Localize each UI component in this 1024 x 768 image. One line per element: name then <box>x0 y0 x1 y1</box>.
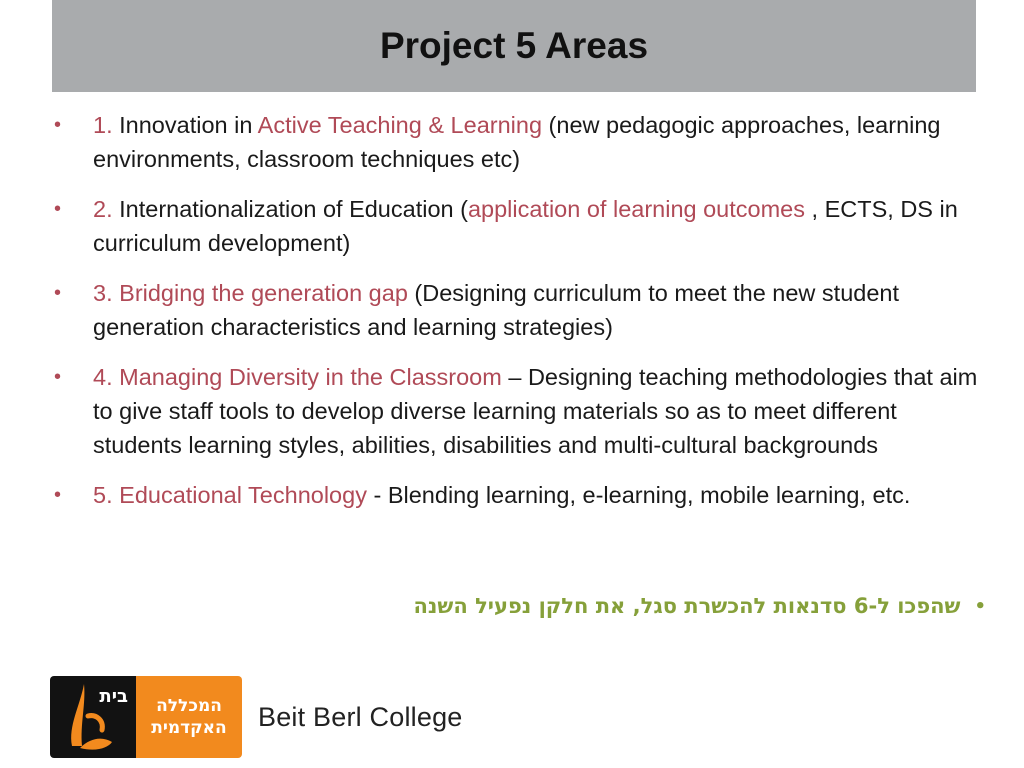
bullet-icon: • <box>974 595 986 617</box>
item-number: 4. <box>93 364 113 390</box>
item-highlight: Bridging the generation gap <box>112 280 408 306</box>
logo-beit-text: בית <box>99 686 128 707</box>
list-item <box>52 192 982 260</box>
bullet-icon: • <box>54 366 62 388</box>
bullet-icon: • <box>54 484 62 506</box>
college-name: Beit Berl College <box>258 701 463 732</box>
slide-title: Project 5 Areas <box>379 25 649 66</box>
hebrew-note <box>413 594 986 618</box>
list-item <box>52 276 982 344</box>
college-logo <box>50 676 463 758</box>
item-text: (Designing curriculum to meet the new student generation characteristics and learning strategies) <box>93 280 900 340</box>
item-lead: Innovation in <box>119 112 253 138</box>
logo-brush-icon <box>50 676 136 758</box>
title-bar <box>52 0 976 92</box>
logo-line-2: האקדמית <box>151 718 227 738</box>
areas-list <box>52 108 982 512</box>
item-highlight: Managing Diversity in the Classroom <box>112 364 502 390</box>
item-number: 1. <box>93 112 113 138</box>
logo-orange-block <box>136 676 242 758</box>
logo-line-1: המכללה <box>156 696 222 716</box>
bullet-icon: • <box>54 282 62 304</box>
bullet-icon: • <box>54 198 62 220</box>
item-number: 2. <box>93 196 113 222</box>
item-text: (new pedagogic approaches, learning environments, classroom techniques etc) <box>93 112 941 172</box>
list-item <box>52 360 982 462</box>
hebrew-note-text: שהפכו ל-6 סדנאות להכשרת סגל, את חלקן נפעיל השנה <box>413 594 961 618</box>
logo-dark-block <box>50 676 136 758</box>
item-number: 3. <box>93 280 113 306</box>
item-lead: Internationalization of Education ( <box>112 196 468 222</box>
item-text: - Blending learning, e-learning, mobile learning, etc. <box>366 482 911 508</box>
item-text: , ECTS, DS in curriculum development) <box>93 196 958 256</box>
slide-content <box>52 108 982 528</box>
item-number: 5. <box>93 482 113 508</box>
bullet-icon: • <box>54 114 62 136</box>
item-text: – Designing teaching methodologies that aim to give staff tools to develop diverse learning materials so as to meet different students learning styles, abilities, disabilities and multi-cultural backgrounds <box>93 364 978 458</box>
item-highlight: Active Teaching & Learning <box>257 112 543 138</box>
item-highlight: application of learning outcomes <box>467 196 805 222</box>
list-item <box>52 108 982 176</box>
list-item <box>52 478 982 512</box>
item-highlight: Educational Technology <box>112 482 367 508</box>
